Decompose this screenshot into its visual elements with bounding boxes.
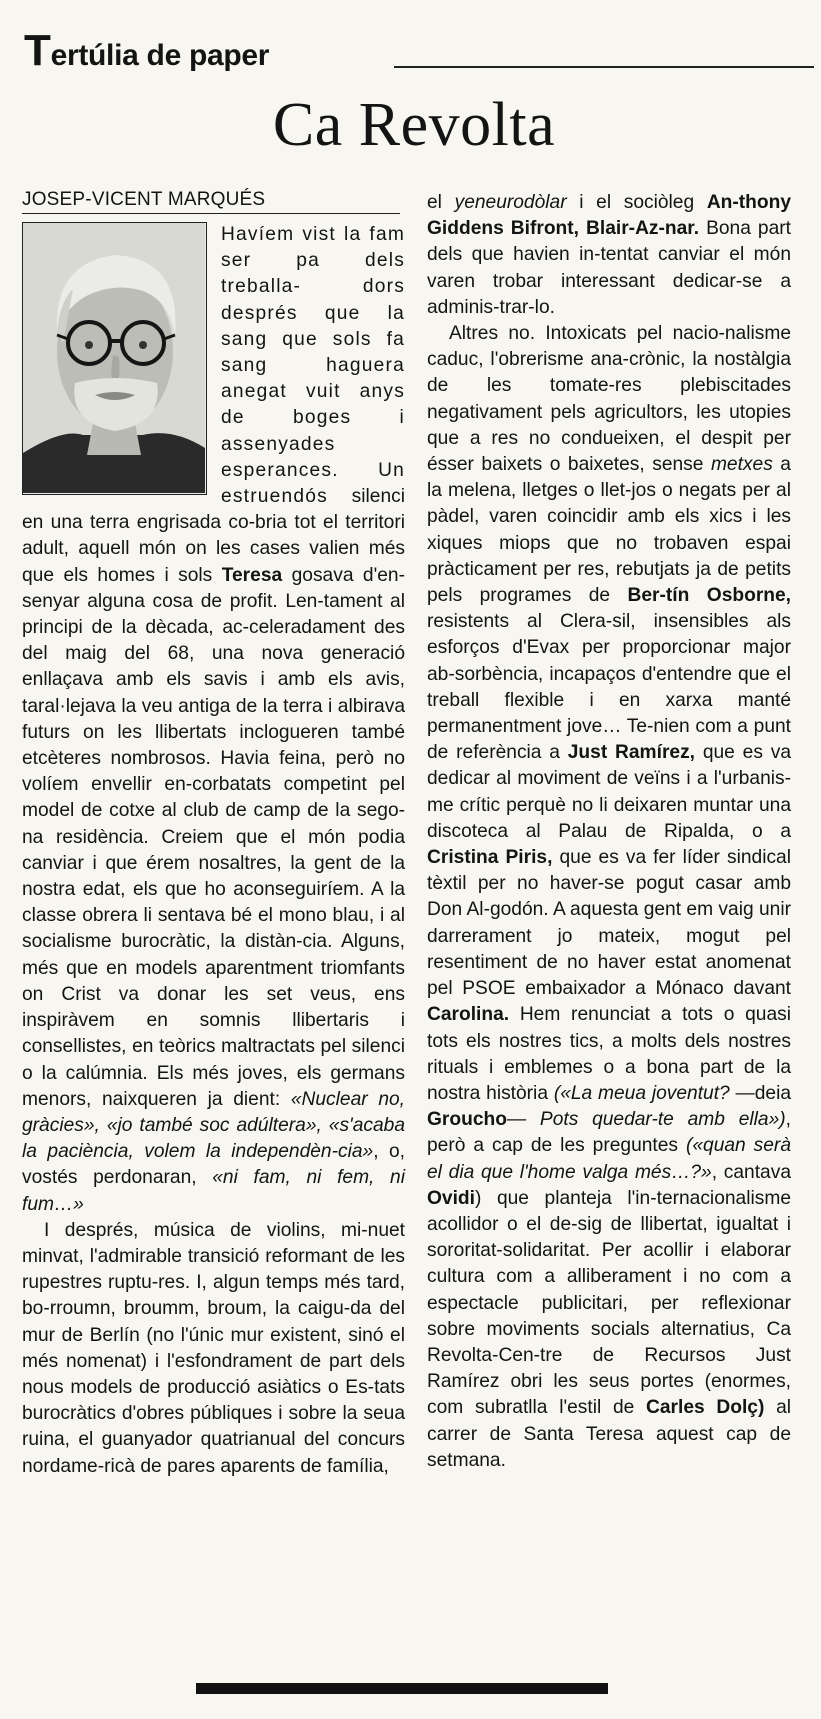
text-run: resistents al Clera-sil, insensibles als esforços d'Evax per proporcionar major ab-sorbència, incapaços d'entendre que el treball flexible i en xarxa manté permanentment jove… Te-nien com a punt de referència a: [427, 611, 791, 764]
text-run: Altres no. Intoxicats pel nacio-nalisme caduc, l'obrerisme ana-crònic, la nostàlgia de les tomate-res plebiscitades negativament pels agricultors, les utopies que a res no condueixen, el despit per ésser baixets o baixetes, sense: [427, 323, 791, 476]
name-ovidi: Ovidi: [427, 1187, 475, 1209]
byline: JOSEP-VICENT MARQUÉS: [22, 188, 400, 214]
quote-slogans: «Nuclear no, gràcies», «jo també soc adúltera», «s'acaba la paciència, volem la independèn-cia»: [22, 1088, 406, 1163]
intro-line: que sols fa: [282, 328, 405, 350]
quote-italic: («quan serà el dia que l'home valga més…?»: [427, 1135, 791, 1183]
intro-line: i assenyades: [221, 407, 405, 455]
headline: Ca Revolta: [272, 91, 556, 159]
kicker-text: ertúlia de paper: [50, 39, 270, 72]
intro-line: anegat vuit: [221, 381, 360, 403]
paragraph-3: [427, 190, 791, 321]
name-piris: Cristina Piris,: [427, 847, 553, 869]
intro-line: la fam ser pa: [221, 224, 405, 272]
author-photo: [22, 222, 207, 495]
kicker-initial: T: [24, 26, 51, 75]
text-run: i el sociòleg: [566, 192, 707, 213]
intro-line: que la sang: [221, 302, 405, 350]
intro-line: sang haguera: [221, 355, 405, 377]
text-run: , cantava: [711, 1161, 791, 1183]
quote-slogan: «ni fam, ni fem, ni fum…»: [22, 1167, 405, 1215]
intro-line: dors després: [221, 276, 405, 324]
bottom-rule: [196, 1683, 608, 1694]
text-run: —: [506, 1109, 540, 1131]
name-osborne: Ber-tín Osborne,: [627, 585, 792, 607]
name-giddens: An-thony Giddens Bifront, Blair-Az-nar.: [427, 192, 792, 240]
text-run: que es va dedicar al moviment de veïns i a l'urbanis-me crític perquè no li deixaren muntar una discoteca al Palau de Ripalda, o a: [427, 742, 791, 842]
intro-line: anys de boges: [221, 381, 405, 429]
text-run: ) que planteja l'in-ternacionalisme acollidor o el de-sig de llibertat, igualtat i sororitat-solidaritat. Per acollir i elaborar cultura com a alliberament i no com a espectacle publicitari, per reflexionar sobre moviments socials alternatius, Ca Revolta-Cen-tre de Recursos Just Ramírez obri les seus portes (enormes, com subratlla l'estil de: [427, 1187, 791, 1419]
italic-term: yeneurodòlar: [454, 192, 567, 213]
column-2: [427, 190, 791, 1474]
text-run: que es va fer líder sindical tèxtil per no haver-se pogut casar amb Don Al-godón. A aquesta gent em vaig unir darrerament jo mateix, mogut pel resentiment de no haver estat anomenat pel PSOE embaixador a Mónaco davant: [427, 847, 791, 1000]
text-run: silenci en una terra engrisada co-bria tot el territori adult, aquell món on les cases valien més que els homes i sols: [22, 486, 405, 586]
intro-line: dels treballa-: [221, 250, 405, 298]
text-run: , o, vostés perdonaran,: [22, 1141, 405, 1189]
text-run: al carrer de Santa Teresa aquest cap de setmana.: [427, 1397, 792, 1471]
name-groucho: Groucho: [427, 1109, 507, 1131]
text-run: Bona part dels que havien in-tentat canviar el món varen trobar interessant dedicar-se a adminis-trar-lo.: [427, 218, 791, 318]
italic-term: metxes: [710, 454, 773, 476]
quote-italic: Pots quedar-te amb ella»): [539, 1109, 786, 1131]
name-ramirez: Just Ramírez,: [567, 742, 696, 764]
paragraph-2: I després, música de violins, mi-nuet minvat, l'admirable transició reformant de les rupestres ruptu-res. I, algun temps més tard, bo-rroumn, broumm, broum, la caigu-da del mur de Berlín (no l'únic mur existent, sinó el més nomenat) i l'esfondrament de part dels nous models de producció asiàtics o Es-tats burocràtics d'obres públiques i sobre la seua ruina, el guanyador quatrianual del concurs nordame-ricà de pares aparents de família,: [22, 1219, 405, 1477]
text-run: , però a cap de les preguntes: [427, 1109, 791, 1157]
paragraph-4: [427, 321, 791, 1474]
text-run: gosava d'en-senyar alguna cosa de profit. Len-tament al principi de la dècada, ac-celeradament des del maig del 68, una nova generació enllaçava amb els savis i amb els avis, taral·lejava la veu antiga de la terra i albirava futurs on les llibertats inclogueren també etcèteres nombrosos. Havia feina, però no volíem envellir en-corbatats competint pel model de cotxe al club de camp de la sego-na residència. Creiem que el món podia canviar i que érem nosaltres, la gent de la nostra edat, els que ho aconseguiríem. A la classe obrera li sentava bé el mono blau, i al socialisme burocràtic, la distàn-cia. Alguns, més que en models aparentment triomfants on Crist va donar les set veus, ens inspiràvem en somnis llibertaris i consellistes, en teòrics maltractats pel silenci o la calúmnia. Els més joves, els germans menors, naixqueren ja dient:: [22, 564, 405, 1110]
intro-line: Un estruendós: [221, 459, 405, 508]
intro-lines: [221, 224, 405, 507]
section-kicker: [24, 26, 269, 76]
intro-line: Havíem vist: [221, 224, 345, 245]
name-teresa: Teresa: [221, 564, 283, 586]
text-run: el: [427, 192, 455, 213]
intro-line: esperances.: [221, 459, 379, 481]
text-run: a la melena, lletges o llet-jos o negats per al pàdel, varen coincidir amb els xics i les xiques miops que no trobaven espai pràcticament per res, rebutjats ja de petits pels programes de: [427, 454, 791, 607]
text-run: —deia: [729, 1082, 791, 1104]
author-portrait-image: [23, 223, 205, 493]
column-1: [22, 222, 405, 1480]
text-run: Hem renunciat a tots o quasi tots els nostres tics, a molts dels nostres rituals i emblemes o a bona part de la nostra història: [427, 1004, 791, 1104]
name-carolina: Carolina.: [427, 1004, 510, 1026]
quote-italic: («La meua joventut?: [553, 1082, 730, 1104]
kicker-rule: [394, 66, 814, 68]
name-dolc: Carles Dolç): [646, 1397, 765, 1419]
